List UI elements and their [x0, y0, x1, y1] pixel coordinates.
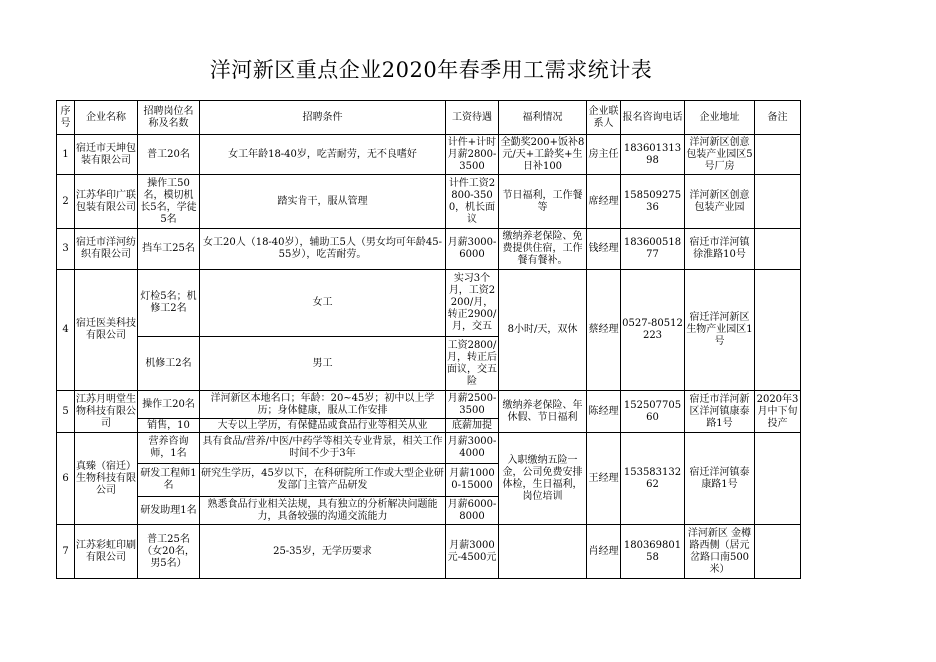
cell-phone: 0527-80512223 [621, 270, 685, 391]
cell-condition: 洋河新区本地名口；年龄：20~45岁；初中以上学历；身体健康，服从工作安排 [200, 391, 446, 419]
recruitment-table [56, 100, 801, 579]
cell-seq: 2 [57, 175, 75, 229]
cell-company: 宿迁市洋河纺织有限公司 [75, 229, 138, 270]
cell-condition: 踏实肯干，服从管理 [200, 175, 446, 229]
cell-phone: 15250770560 [621, 391, 685, 433]
page-title: 洋河新区重点企业2020年春季用工需求统计表 [209, 58, 653, 82]
cell-condition: 熟悉食品行业相关法规，具有独立的分析解决问题能力，具备较强的沟通交流能力 [200, 497, 446, 525]
cell-position: 普工20名 [138, 135, 200, 175]
cell-welfare: 8小时/天，双休 [499, 270, 587, 391]
cell-remark [755, 135, 801, 175]
header-remark: 备注 [755, 101, 801, 135]
cell-seq: 5 [57, 391, 75, 433]
cell-position: 销售，10 [138, 419, 200, 433]
cell-seq: 6 [57, 433, 75, 525]
cell-phone: 18360131398 [621, 135, 685, 175]
cell-condition: 具有食品/营养/中医/中药学等相关专业背景，相关工作时间不少于3年 [200, 433, 446, 464]
cell-welfare: 缴纳养老保险、免费提供住宿，工作餐有餐补。 [499, 229, 587, 270]
cell-salary: 月薪10000-15000 [446, 464, 499, 497]
cell-phone: 15850927536 [621, 175, 685, 229]
cell-salary: 计件工资2800-3500，机长面议 [446, 175, 499, 229]
cell-position: 研发工程师1名 [138, 464, 200, 497]
cell-position: 机修工2名 [138, 337, 200, 391]
header-salary: 工资待遇 [446, 101, 499, 135]
cell-contact: 钱经理 [587, 229, 621, 270]
cell-address: 洋河新区创意包装产业园区5号厂房 [685, 135, 755, 175]
cell-welfare: 节日福利，工作餐等 [499, 175, 587, 229]
cell-welfare [499, 525, 587, 579]
cell-welfare: 全勤奖200+饭补8元/天+工龄奖+生日补100 [499, 135, 587, 175]
cell-phone: 18360051877 [621, 229, 685, 270]
cell-position: 普工25名（女20名，男5名） [138, 525, 200, 579]
header-positions: 招聘岗位名称及名数 [138, 101, 200, 135]
header-row [57, 101, 801, 135]
cell-remark [755, 270, 801, 391]
cell-company: 宿迁医美科技有限公司 [75, 270, 138, 391]
cell-remark [755, 433, 801, 525]
cell-seq: 7 [57, 525, 75, 579]
cell-position: 灯检5名；机修工2名 [138, 270, 200, 337]
cell-salary: 月薪3000元-4500元 [446, 525, 499, 579]
cell-contact: 蔡经理 [587, 270, 621, 391]
cell-salary: 月薪3000-6000 [446, 229, 499, 270]
cell-condition: 女工年龄18-40岁，吃苦耐劳，无不良嗜好 [200, 135, 446, 175]
cell-salary: 月薪2500-3500 [446, 391, 499, 419]
cell-salary: 实习3个月，工资2200/月，转正2900/月，交五 [446, 270, 499, 337]
cell-seq: 3 [57, 229, 75, 270]
cell-contact: 席经理 [587, 175, 621, 229]
table-row [57, 391, 801, 419]
header-seq: 序号 [57, 101, 75, 135]
cell-address: 洋河新区创意包装产业园 [685, 175, 755, 229]
cell-phone: 18036980158 [621, 525, 685, 579]
header-company: 企业名称 [75, 101, 138, 135]
header-address: 企业地址 [685, 101, 755, 135]
cell-condition: 女工 [200, 270, 446, 337]
table-row [57, 433, 801, 464]
cell-remark [755, 175, 801, 229]
cell-salary: 工资2800/月，转正后面议，交五险 [446, 337, 499, 391]
cell-company: 江苏月明堂生物科技有限公司 [75, 391, 138, 433]
cell-salary: 计件+计时月薪2800-3500 [446, 135, 499, 175]
cell-condition: 25-35岁，无学历要求 [200, 525, 446, 579]
cell-condition: 大专以上学历，有保健品或食品行业等相关从业 [200, 419, 446, 433]
cell-company: 江苏华印广联包装有限公司 [75, 175, 138, 229]
cell-position: 研发助理1名 [138, 497, 200, 525]
cell-position: 营养咨询师，1名 [138, 433, 200, 464]
cell-seq: 1 [57, 135, 75, 175]
cell-condition: 男工 [200, 337, 446, 391]
cell-remark [755, 229, 801, 270]
cell-company: 真臻（宿迁）生物科技有限公司 [75, 433, 138, 525]
cell-salary: 月薪6000-8000 [446, 497, 499, 525]
cell-address: 宿迁洋河新区生物产业园区1号 [685, 270, 755, 391]
cell-seq: 4 [57, 270, 75, 391]
cell-condition: 女工20人（18-40岁），辅助工5人（男女均可年龄45-55岁），吃苦耐劳。 [200, 229, 446, 270]
cell-contact: 陈经理 [587, 391, 621, 433]
cell-condition: 研究生学历，45岁以下，在科研院所工作或大型企业研发部门主管产品研发 [200, 464, 446, 497]
cell-phone: 15358313262 [621, 433, 685, 525]
cell-remark: 2020年3月中下旬投产 [755, 391, 801, 433]
cell-contact: 王经理 [587, 433, 621, 525]
cell-contact: 房主任 [587, 135, 621, 175]
cell-address: 宿迁市洋河新区洋河镇康泰路1号 [685, 391, 755, 433]
cell-position: 操作工20名 [138, 391, 200, 419]
table-row [57, 270, 801, 337]
header-welfare: 福利情况 [499, 101, 587, 135]
table-row [57, 175, 801, 229]
cell-welfare: 缴纳养老保险、年休假、节日福利 [499, 391, 587, 433]
table-row [57, 229, 801, 270]
header-conditions: 招聘条件 [200, 101, 446, 135]
cell-company: 宿迁市天坤包装有限公司 [75, 135, 138, 175]
cell-salary: 底薪加提 [446, 419, 499, 433]
header-contact: 企业联系人 [587, 101, 621, 135]
cell-remark [755, 525, 801, 579]
cell-salary: 月薪3000-4000 [446, 433, 499, 464]
table-row [57, 135, 801, 175]
cell-address: 宿迁市洋河镇徐淮路10号 [685, 229, 755, 270]
cell-contact: 肖经理 [587, 525, 621, 579]
table-row [57, 525, 801, 579]
cell-position: 挡车工25名 [138, 229, 200, 270]
cell-address: 洋河新区 金樽路西侧（居元岔路口南500米） [685, 525, 755, 579]
cell-position: 操作工50名，模切机长5名，学徒5名 [138, 175, 200, 229]
cell-address: 宿迁洋河镇泰康路1号 [685, 433, 755, 525]
cell-welfare: 入职缴纳五险一金，公司免费安排体检，生日福利，岗位培训 [499, 433, 587, 525]
header-phone: 报名咨询电话 [621, 101, 685, 135]
cell-company: 江苏彩虹印刷有限公司 [75, 525, 138, 579]
